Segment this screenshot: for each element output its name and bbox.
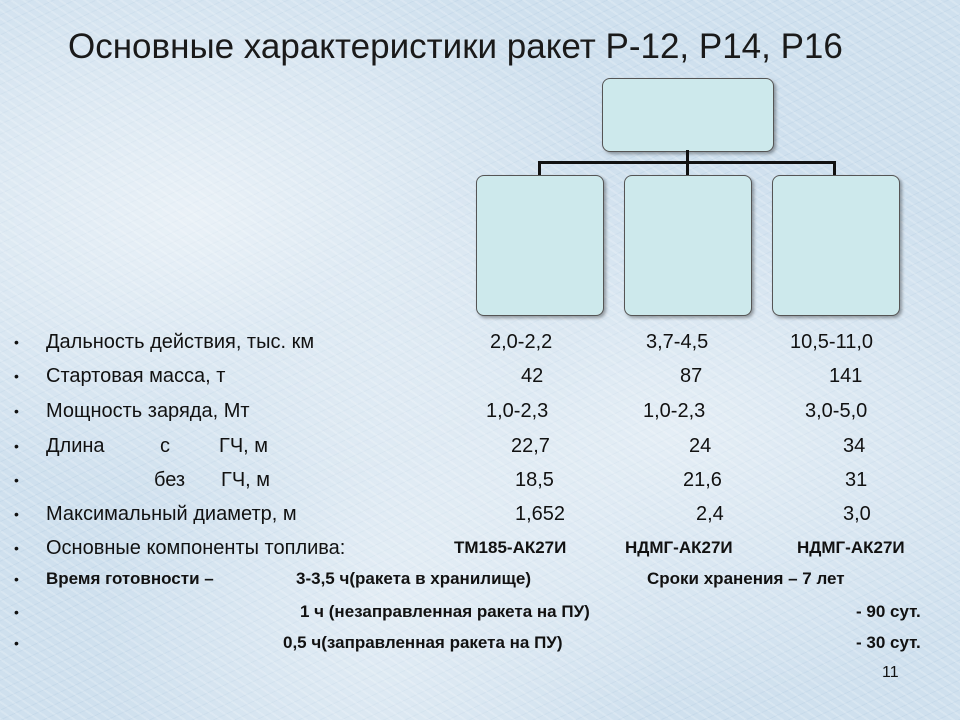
value-r16: 3,0-5,0 xyxy=(805,400,868,422)
bullet-icon: • xyxy=(14,571,19,587)
list-item xyxy=(0,465,960,495)
value-r16: 31 xyxy=(845,469,868,491)
row-label: Дальность действия, тыс. км xyxy=(46,331,315,353)
value-r14: 1,0-2,3 xyxy=(643,400,706,422)
org-chart-box-3 xyxy=(772,175,900,316)
org-chart-connector xyxy=(686,161,689,175)
storage-label: Сроки хранения – 7 лет xyxy=(647,569,845,588)
bullet-icon: • xyxy=(14,604,19,620)
value-r12: 22,7 xyxy=(511,435,550,457)
bullet-icon: • xyxy=(14,635,19,651)
bullet-icon: • xyxy=(14,438,19,454)
value-r14: НДМГ-АК27И xyxy=(625,538,733,557)
row-label: Время готовности – xyxy=(46,569,214,588)
value-r16: НДМГ-АК27И xyxy=(797,538,905,557)
value-r12: 18,5 xyxy=(515,469,554,491)
row-label: Основные компоненты топлива: xyxy=(46,537,346,559)
row-label: Стартовая масса, т xyxy=(46,365,226,387)
value-r12: ТМ185-АК27И xyxy=(454,538,567,557)
list-item xyxy=(0,628,960,658)
readiness-value: 1 ч (незаправленная ракета на ПУ) xyxy=(300,602,590,621)
value-r12: 42 xyxy=(521,365,544,387)
list-item xyxy=(0,533,960,563)
list-item xyxy=(0,327,960,357)
bullet-icon: • xyxy=(14,368,19,384)
row-label: Длина xyxy=(46,435,105,457)
row-label: с xyxy=(160,435,170,457)
list-item xyxy=(0,499,960,529)
row-label: ГЧ, м xyxy=(219,435,269,457)
readiness-value: 0,5 ч(заправленная ракета на ПУ) xyxy=(283,633,563,652)
row-label: ГЧ, м xyxy=(221,469,271,491)
org-chart-connector xyxy=(833,161,836,175)
value-r14: 3,7-4,5 xyxy=(646,331,709,353)
list-item xyxy=(0,564,960,594)
row-label: без xyxy=(154,469,186,491)
value-r14: 24 xyxy=(689,435,712,457)
list-item xyxy=(0,396,960,426)
value-r16: 3,0 xyxy=(843,503,871,525)
storage-value: - 90 сут. xyxy=(856,602,921,621)
bullet-icon: • xyxy=(14,540,19,556)
value-r14: 21,6 xyxy=(683,469,722,491)
slide-title: Основные характеристики ракет Р-12, Р14, Р16 xyxy=(68,27,843,66)
value-r16: 34 xyxy=(843,435,866,457)
value-r14: 2,4 xyxy=(696,503,724,525)
org-chart-top-box xyxy=(602,78,774,152)
value-r12: 1,0-2,3 xyxy=(486,400,549,422)
bullet-icon: • xyxy=(14,472,19,488)
list-item xyxy=(0,431,960,461)
row-label: Мощность заряда, Мт xyxy=(46,400,250,422)
value-r14: 87 xyxy=(680,365,703,387)
value-r16: 141 xyxy=(829,365,863,387)
value-r12: 1,652 xyxy=(515,503,566,525)
readiness-value: 3-3,5 ч(ракета в хранилище) xyxy=(296,569,531,588)
row-label: Максимальный диаметр, м xyxy=(46,503,297,525)
org-chart-connector xyxy=(538,161,541,175)
page-number: 11 xyxy=(882,664,899,681)
value-r16: 10,5-11,0 xyxy=(790,331,874,353)
bullet-icon: • xyxy=(14,506,19,522)
list-item xyxy=(0,361,960,391)
value-r12: 2,0-2,2 xyxy=(490,331,553,353)
org-chart-box-1 xyxy=(476,175,604,316)
bullet-icon: • xyxy=(14,403,19,419)
storage-value: - 30 сут. xyxy=(856,633,921,652)
bullet-icon: • xyxy=(14,334,19,350)
list-item xyxy=(0,597,960,627)
org-chart-box-2 xyxy=(624,175,752,316)
